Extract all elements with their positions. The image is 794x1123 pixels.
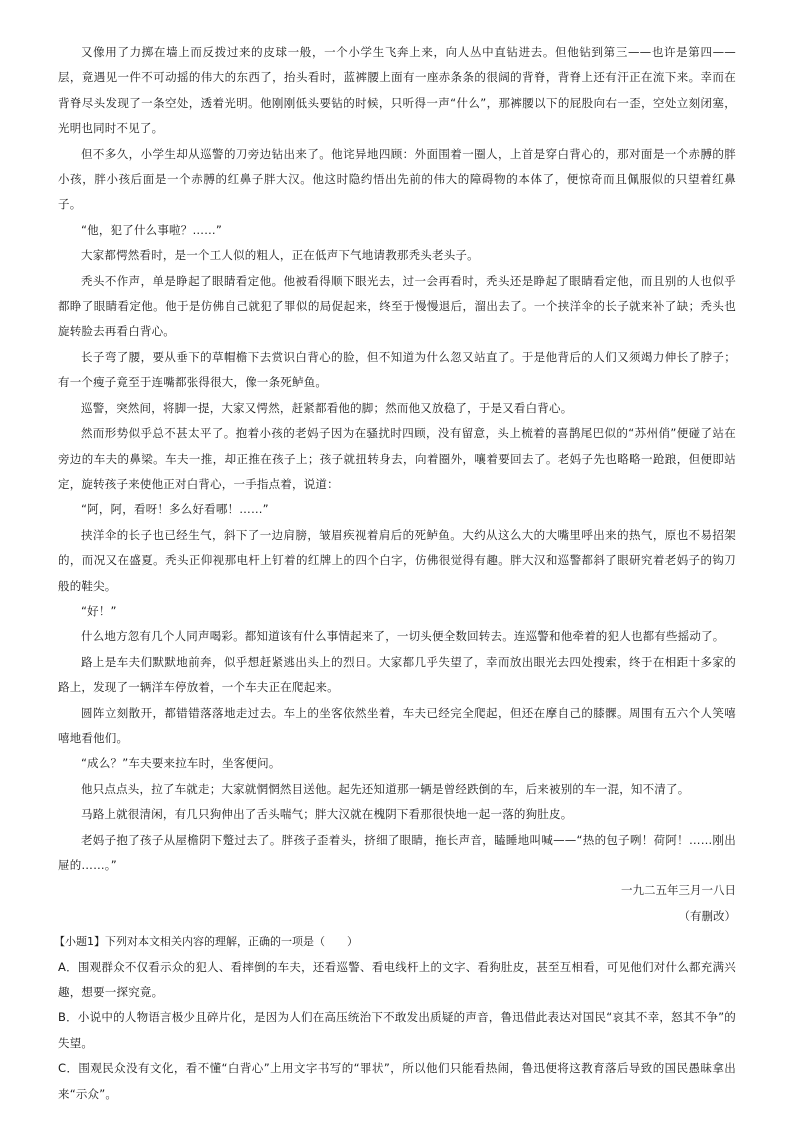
paragraph: 巡警，突然间，将脚一提，大家又愕然，赶紧都看他的脚；然而他又放稳了，于是又看白背心。 xyxy=(81,400,573,415)
option-a: A．围观群众不仅看示众的犯人、看摔倒的车夫，还看巡警、看电线杆上的文字、看狗肚皮，甚至互相看，可见他们对什么都充满兴趣，想要一探究竟。 xyxy=(58,959,736,1000)
paragraph: 他只点点头，拉了车就走；大家就惘惘然目送他。起先还知道那一辆是曾经跌倒的车，后来被别的车一混，知不清了。 xyxy=(81,781,690,796)
paragraph: “他，犯了什么事啦？……” xyxy=(81,222,223,237)
paragraph: 挟洋伞的长子也已经生气，斜下了一边肩膀，皱眉疾视着肩后的死鲈鱼。大约从这么大的大嘴里呼出来的热气，原也不易招架的，而况又在盛夏。秃头正仰视那电杆上钉着的红牌上的四个白字，仿佛很觉得有趣。胖大汉和巡警都斜了眼研究着老妈子的钩刀般的鞋尖。 xyxy=(58,527,736,593)
option-c: C．围观民众没有文化，看不懂“白背心”上用文字书写的“罪状”，所以他们只能看热闹，鲁迅便将这教育落后导致的国民愚昧拿出来“示众”。 xyxy=(58,1061,736,1101)
paragraph: 秃头不作声，单是睁起了眼睛看定他。他被看得顺下眼光去，过一会再看时，秃头还是睁起了眼睛看定他，而且别的人也似乎都睁了眼睛看定他。他于是仿佛自己就犯了罪似的局促起来，终至于慢慢退后，溜出去了。一个挟洋伞的长子就来补了缺；秃头也旋转脸去再看白背心。 xyxy=(58,273,736,339)
paragraph: 马路上就很清闲，有几只狗伸出了舌头喘气；胖大汉就在槐阴下看那很快地一起一落的狗肚皮。 xyxy=(81,807,573,822)
question-block xyxy=(54,929,736,1107)
story-text xyxy=(58,40,736,878)
paragraph: 老妈子抱了孩子从屋檐阴下蹩过去了。胖孩子歪着头，挤细了眼睛，拖长声音，瞌睡地叫喊——“热的包子咧！荷阿！……刚出屉的……。” xyxy=(58,832,736,872)
paragraph: 然而形势似乎总不甚太平了。抱着小孩的老妈子因为在骚扰时四顾，没有留意，头上梳着的喜鹊尾巴似的“苏州俏”便碰了站在旁边的车夫的鼻梁。车夫一推，却正推在孩子上；孩子就扭转身去，向着圈外，嚷着要回去了。老妈子先也略略一跄踉，但便即站定，旋转孩子来使他正对白背心，一手指点着，说道： xyxy=(58,426,736,491)
date-line: 一九二五年三月一八日 xyxy=(621,883,736,898)
paragraph: 但不多久，小学生却从巡警的刀旁边钻出来了。他诧异地四顾：外面围着一圈人，上首是穿白背心的，那对面是一个赤膊的胖小孩，胖小孩后面是一个赤膊的红鼻子胖大汉。他这时隐约悟出先前的伟大的障碍物的本体了，便惊奇而且佩服似的只望着红鼻子。 xyxy=(58,146,736,212)
paragraph: 圆阵立刻散开，都错错落落地走过去。车上的坐客依然坐着，车夫已经完全爬起，但还在摩自己的膝髁。周围有五六个人笑嘻嘻地看他们。 xyxy=(58,705,736,745)
paragraph: 又像用了力掷在墙上而反拨过来的皮球一般，一个小学生飞奔上来，向人丛中直钻进去。但他钻到第三——也许是第四——层，竟遇见一件不可动摇的伟大的东西了，抬头看时，蓝裤腰上面有一座赤条条的很阔的背脊，背脊上还有汗正在流下来。幸而在背脊尽头发现了一条空处，透着光明。他刚刚低头要钻的时候，只听得一声“什么”，那裤腰以下的屁股向右一歪，空处立刻闭塞，光明也同时不见了。 xyxy=(58,45,736,136)
paragraph: 路上是车夫们默默地前奔，似乎想赶紧逃出头上的烈日。大家都几乎失望了，幸而放出眼光去四处搜索，终于在相距十多家的路上，发现了一辆洋车停放着，一个车夫正在爬起来。 xyxy=(58,654,736,695)
paragraph: 大家都愕然看时，是一个工人似的粗人，正在低声下气地请教那秃头老头子。 xyxy=(81,248,479,263)
paragraph: “好！” xyxy=(81,603,117,618)
option-b: B．小说中的人物语言极少且碎片化，是因为人们在高压统治下不敢发出质疑的声音，鲁迅借此表达对国民“哀其不幸，怒其不争”的失望。 xyxy=(58,1010,736,1050)
paragraph: 什么地方忽有几个人同声喝彩。都知道该有什么事情起来了，一切头便全数回转去。连巡警和他牵着的犯人也都有些摇动了。 xyxy=(81,629,725,644)
question-title: 【小题1】下列对本文相关内容的理解，正确的一项是（ ） xyxy=(54,935,358,949)
paragraph: “阿，阿，看呀！多么好看哪！……” xyxy=(81,502,269,517)
edit-note: （有删改） xyxy=(678,908,736,923)
paragraph: “成么？”车夫要来拉车时，坐客便问。 xyxy=(81,756,281,771)
paragraph: 长子弯了腰，要从垂下的草帽檐下去赏识白背心的脸，但不知道为什么忽又站直了。于是他背后的人们又须竭力伸长了脖子；有一个瘦子竟至于连嘴都张得很大，像一条死鲈鱼。 xyxy=(58,349,736,390)
document-page xyxy=(54,40,736,1107)
